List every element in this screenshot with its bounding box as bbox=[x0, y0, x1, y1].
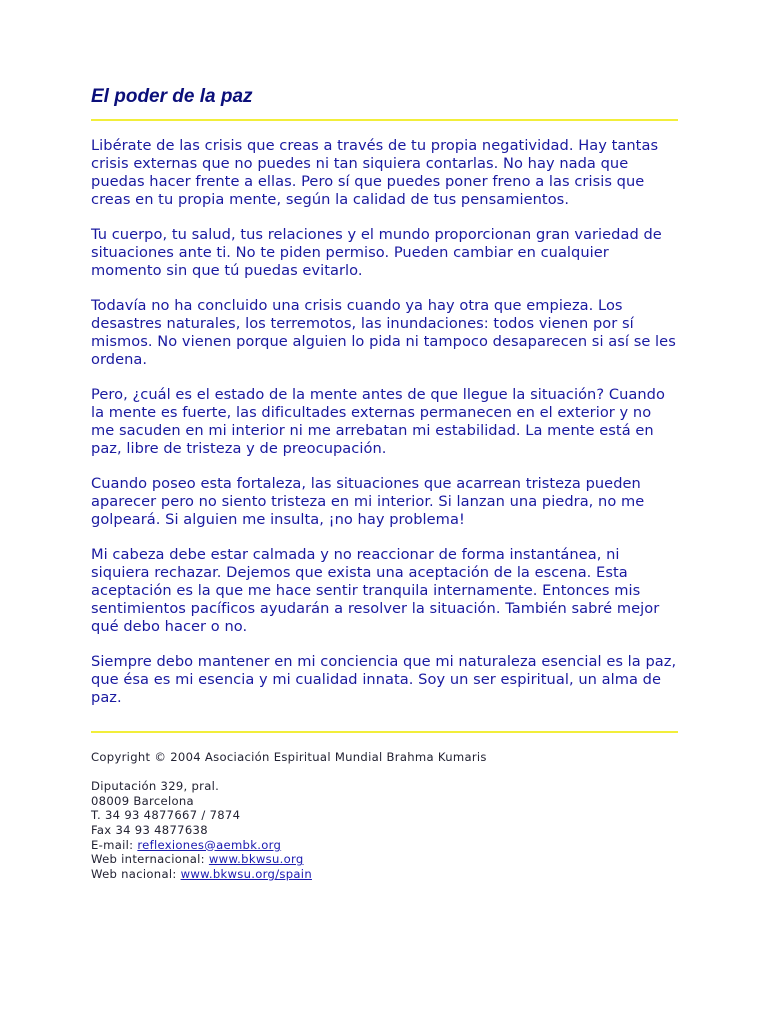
address-line-1: Diputación 329, pral. bbox=[91, 779, 220, 794]
document-page bbox=[91, 85, 678, 881]
paragraph-6: Mi cabeza debe estar calmada y no reaccionar de forma instantánea, ni siquiera rechazar. Dejemos que exista una aceptación de la escena. Esta aceptación es la que me hace sentir tranquila internamente. Entonces mis sentimientos pacíficos ayudarán a resolver la situación. También sabré mejor qué debo hacer o no. bbox=[91, 546, 660, 635]
web-national-line bbox=[91, 867, 678, 882]
web-national-label: Web nacional: bbox=[91, 866, 181, 881]
paragraph-5: Cuando poseo esta fortaleza, las situaciones que acarrean tristeza pueden aparecer pero no siento tristeza en mi interior. Si lanzan una piedra, no me golpeará. Si alguien me insulta, ¡no hay problema! bbox=[91, 475, 645, 528]
document-title: El poder de la paz bbox=[91, 86, 253, 107]
footer bbox=[91, 750, 678, 881]
web-international-label: Web internacional: bbox=[91, 852, 209, 867]
email-link[interactable]: reflexiones@aembk.org bbox=[137, 837, 282, 852]
paragraph-7: Siempre debo mantener en mi conciencia que mi naturaleza esencial es la paz, que ésa es mi esencia y mi cualidad innata. Soy un ser espiritual, un alma de paz. bbox=[91, 653, 677, 706]
document-body bbox=[91, 137, 678, 707]
web-international-line bbox=[91, 852, 678, 867]
top-divider bbox=[91, 119, 678, 121]
address-line-2: 08009 Barcelona bbox=[91, 793, 194, 808]
paragraph-1: Libérate de las crisis que creas a través de tu propia negatividad. Hay tantas crisis externas que no puedes ni tan siquiera contarlas. No hay nada que puedas hacer frente a ellas. Pero sí que puedes poner freno a las crisis que creas en tu propia mente, según la calidad de tus pensamientos. bbox=[91, 137, 659, 208]
email-line bbox=[91, 838, 678, 853]
email-label: E-mail: bbox=[91, 837, 138, 852]
copyright-notice: Copyright © 2004 Asociación Espiritual Mundial Brahma Kumaris bbox=[91, 750, 487, 764]
footer-spacer bbox=[91, 765, 678, 780]
bottom-divider bbox=[91, 731, 678, 733]
paragraph-3: Todavía no ha concluido una crisis cuando ya hay otra que empieza. Los desastres naturales, los terremotos, las inundaciones: todos vienen por sí mismos. No vienen porque alguien lo pida ni tampoco desaparecen si así se les ordena. bbox=[91, 297, 676, 368]
phone-number: T. 34 93 4877667 / 7874 bbox=[91, 808, 241, 823]
paragraph-2: Tu cuerpo, tu salud, tus relaciones y el mundo proporcionan gran variedad de situaciones ante ti. No te piden permiso. Pueden cambiar en cualquier momento sin que tú puedas evitarlo. bbox=[91, 226, 662, 279]
web-national-link[interactable]: www.bkwsu.org/spain bbox=[180, 866, 312, 881]
fax-number: Fax 34 93 4877638 bbox=[91, 822, 208, 837]
web-international-link[interactable]: www.bkwsu.org bbox=[208, 852, 304, 867]
paragraph-4: Pero, ¿cuál es el estado de la mente antes de que llegue la situación? Cuando la mente es fuerte, las dificultades externas permanecen en el exterior y no me sacuden en mi interior ni me arrebatan mi estabilidad. La mente está en paz, libre de tristeza y de preocupación. bbox=[91, 386, 665, 457]
